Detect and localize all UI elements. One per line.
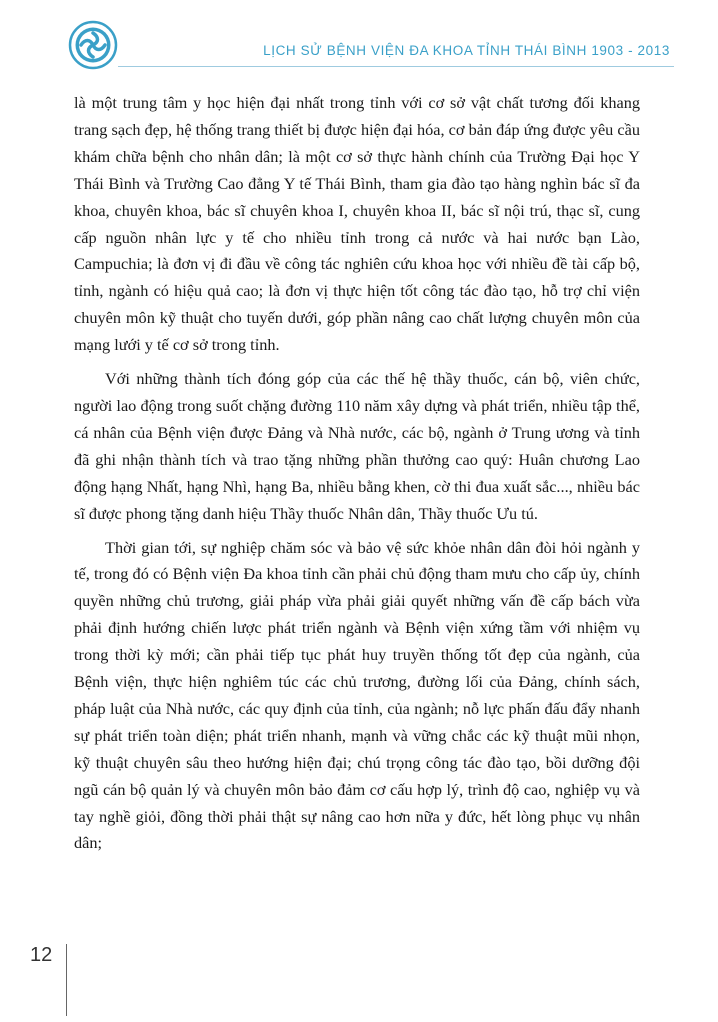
paragraph: là một trung tâm y học hiện đại nhất trong tỉnh với cơ sở vật chất tương đối khang trang sạch đẹp, hệ thống trang thiết bị được hiện đại hóa, cơ bản đáp ứng được yêu cầu khám chữa bệnh cho nhân dân; là một cơ sở thực hành chính của Trường Đại học Y Thái Bình và Trường Cao đẳng Y tế Thái Bình, tham gia đào tạo hàng nghìn bác sĩ đa khoa, chuyên khoa, bác sĩ chuyên khoa I, chuyên khoa II, bác sĩ nội trú, thạc sĩ, cung cấp nguồn nhân lực y tế cho nhiều tỉnh trong cả nước và hai nước bạn Lào, Campuchia; là đơn vị đi đầu về công tác nghiên cứu khoa học với nhiều đề tài cấp bộ, tỉnh, ngành có hiệu quả cao; là đơn vị thực hiện tốt công tác đào tạo, hỗ trợ chỉ viện chuyên môn kỹ thuật cho tuyến dưới, góp phần nâng cao chất lượng chuyên môn của mạng lưới y tế cơ sở trong tỉnh. xyxy=(74,93,640,355)
body-text xyxy=(74,90,640,857)
footer-divider xyxy=(66,944,67,1016)
header-divider xyxy=(118,66,674,67)
paragraph: Với những thành tích đóng góp của các thế hệ thầy thuốc, cán bộ, viên chức, người lao động trong suốt chặng đường 110 năm xây dựng và phát triển, nhiều tập thể, cá nhân của Bệnh viện được Đảng và Nhà nước, các bộ, ngành ở Trung ương và tỉnh đã ghi nhận thành tích và trao tặng những phần thưởng cao quý: Huân chương Lao động hạng Nhất, hạng Nhì, hạng Ba, nhiều bằng khen, cờ thi đua xuất sắc..., nhiều bác sĩ được phong tặng danh hiệu Thầy thuốc Nhân dân, Thầy thuốc Ưu tú. xyxy=(74,369,640,523)
hospital-emblem-icon xyxy=(68,20,118,70)
page-number: 12 xyxy=(30,944,53,966)
paragraph: Thời gian tới, sự nghiệp chăm sóc và bảo vệ sức khỏe nhân dân đòi hỏi ngành y tế, trong đó có Bệnh viện Đa khoa tỉnh cần phải chủ động tham mưu cho cấp ủy, chính quyền những chủ trương, giải pháp vừa phải giải quyết những vấn đề cấp bách vừa phải định hướng chiến lược phát triển ngành và Bệnh viện xứng tầm với nhiệm vụ trong thời kỳ mới; cần phải tiếp tục phát huy truyền thống tốt đẹp của ngành, của Bệnh viện, thực hiện nghiêm túc các chủ trương, đường lối của Đảng, chính sách, pháp luật của Nhà nước, các quy định của tỉnh, của ngành; nỗ lực phấn đấu đẩy nhanh sự phát triển toàn diện; phát triển nhanh, mạnh và vững chắc các kỹ thuật mũi nhọn, kỹ thuật chuyên sâu theo hướng hiện đại; chú trọng công tác đào tạo, bồi dưỡng đội ngũ cán bộ quản lý và chuyên môn bảo đảm cơ cấu hợp lý, trình độ cao, nghiệp vụ và tay nghề giỏi, đồng thời phải thật sự nâng cao hơn nữa y đức, hết lòng phục vụ nhân dân; xyxy=(74,537,640,853)
running-header-title: LỊCH SỬ BỆNH VIỆN ĐA KHOA TỈNH THÁI BÌNH 1903 - 2013 xyxy=(263,43,670,58)
